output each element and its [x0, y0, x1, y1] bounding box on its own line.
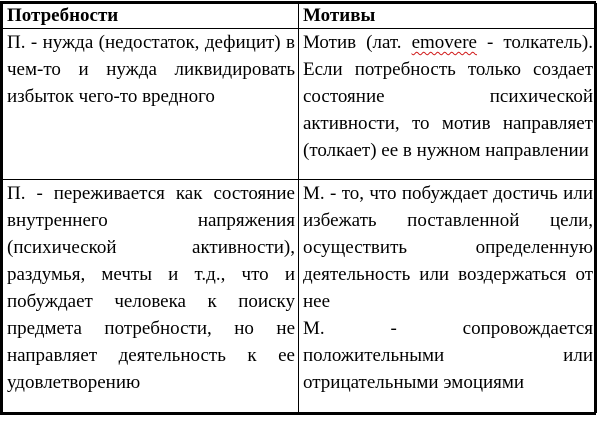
needs-cell-experience — [3, 180, 299, 413]
motives-definition-start: Мотив (лат. — [303, 32, 412, 53]
header-motives: Мотивы — [299, 4, 597, 29]
table-header-row — [3, 4, 597, 29]
motives-definition-end: - толкатель). Если потребность только создает состояние психической активности, то мотив направляет (толкает) ее в нужном направлении — [303, 32, 593, 161]
motives-emotions-text: М. - сопровождается положительными или отрицательными эмоциями — [303, 318, 593, 393]
needs-definition-text: П. - нужда (недостаток, дефицит) в чем-то и нужда ликвидировать избыток чего-то вредного — [7, 32, 295, 107]
needs-experience-text: П. - переживается как состояние внутреннего напряжения (психической активности), раздумья, мечты и т.д., что и побуждает человека к поиску предмета потребности, но не направляет деятельность к ее удовлетворению — [7, 183, 295, 393]
table-row — [3, 29, 597, 180]
motives-cell-function — [299, 180, 597, 413]
latin-term-emovere: emovere — [411, 32, 477, 53]
needs-motives-table — [2, 3, 597, 413]
motives-function-text: М. - то, что побуждает достичь или избежать поставленной цели, осуществить определенную деятельность или воздержаться от нее — [303, 183, 593, 312]
needs-cell-definition — [3, 29, 299, 180]
motives-cell-definition — [299, 29, 597, 180]
table-row — [3, 180, 597, 413]
header-needs: Потребности — [3, 4, 299, 29]
